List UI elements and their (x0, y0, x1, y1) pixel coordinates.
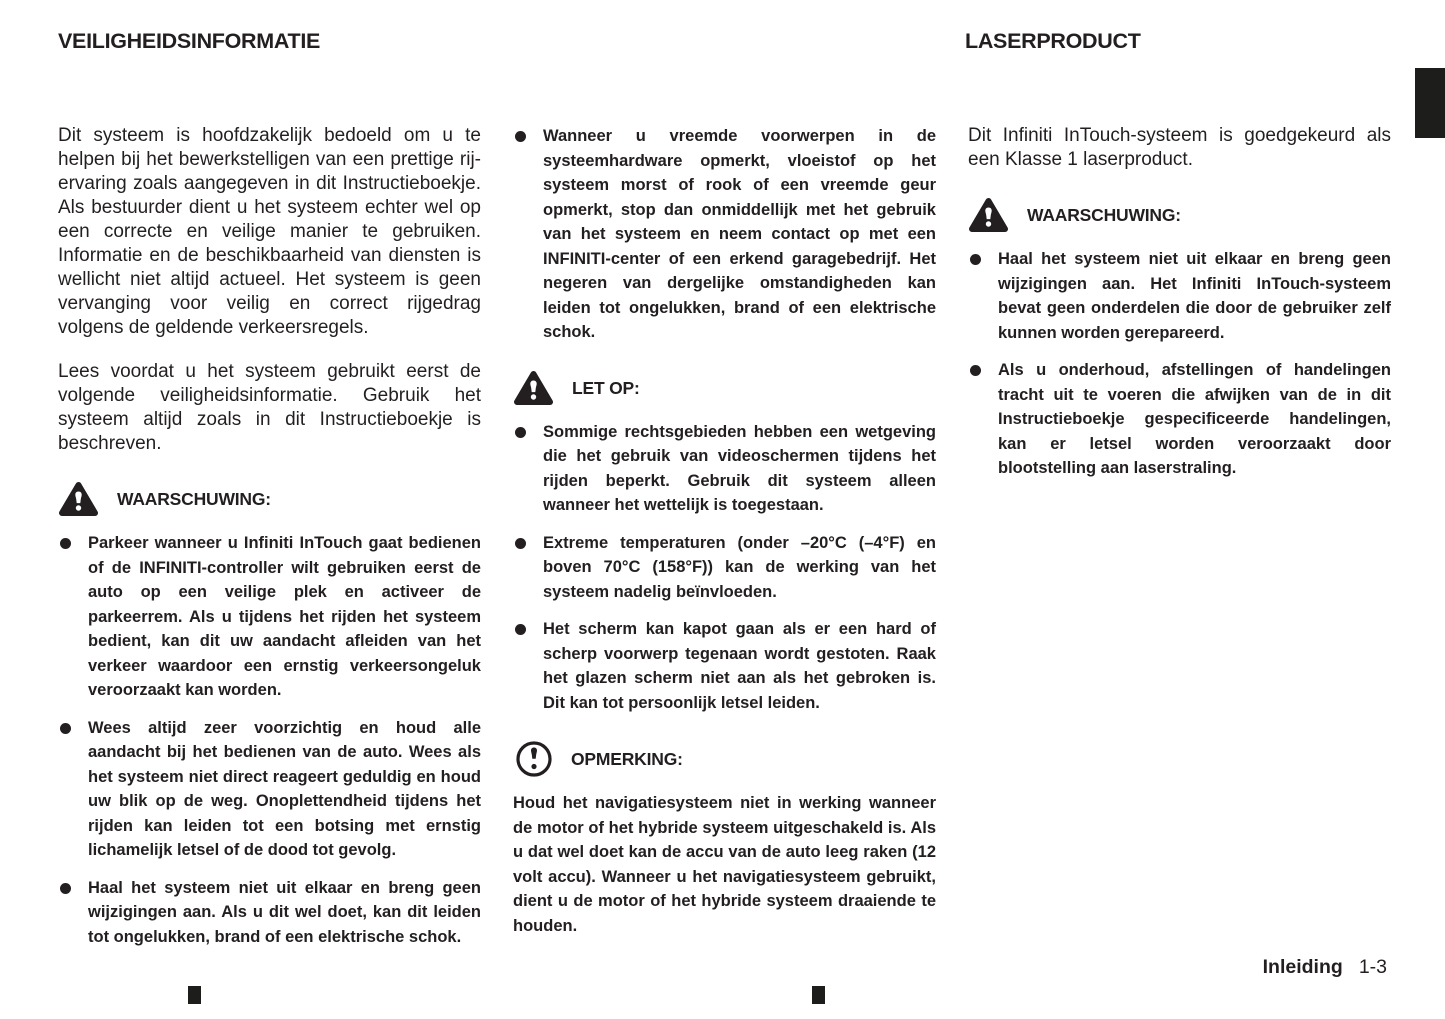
list-item: Als u onderhoud, afstellingen of handelingen tracht uit te voeren die afwijken van de in dit Instructieboekje gespecificeerde handelingen, kan er letsel worden veroorzaakt door blootstelling aan laserstraling. (968, 358, 1391, 481)
warning-list (58, 531, 481, 949)
intro-paragraph: Dit systeem is hoofdzakelijk bedoeld om u te helpen bij het bewerkstelligen van een prettige rij-ervaring zoals aangegeven in dit Instructieboekje. Als bestuurder dient u het systeem echter wel op een correcte en veilige manier te gebruiken. Informatie en de beschikbaarheid van diensten is wellicht niet altijd actueel. Het systeem is geen vervanging voor veilig en correct rijgedrag volgens de geldende verkeersregels. (58, 125, 481, 338)
column-safety-info (58, 124, 481, 949)
page-footer (1263, 956, 1387, 979)
footer-chapter-label: Inleiding (1262, 956, 1343, 978)
caution-triangle-icon (513, 370, 554, 407)
caution-heading (513, 370, 936, 407)
column-laserproduct (968, 124, 1391, 949)
chapter-tab-marker (1415, 68, 1445, 138)
page-title-laserproduct: LASERPRODUCT (965, 29, 1141, 53)
print-registration-mark (812, 986, 825, 1004)
list-item: Parkeer wanneer u Infiniti InTouch gaat bedienen of de INFINITI-controller wilt gebruiken eerst de auto op een veilige plek en activeer de parkeerrem. Als u tijdens het rijden het systeem bedient, kan dit uw aandacht afleiden van het verkeer waardoor een ernstig verkeersongeluk veroorzaakt kan worden. (58, 531, 481, 703)
note-circle-icon (515, 740, 553, 778)
list-item: Wanneer u vreemde voorwerpen in de systeemhardware opmerkt, vloeistof op het systeem morst of rook of een vreemde geur opmerkt, stop dan onmiddellijk met het gebruik van het systeem en neem contact op met een INFINITI-center of een erkend garagebedrijf. Het negeren van dergelijke omstandigheden kan leiden tot ongelukken, brand of een elektrische schok. (513, 124, 936, 345)
list-item: Haal het systeem niet uit elkaar en breng geen wijzigingen aan. Het Infiniti InTouch-systeem bevat geen onderdelen die door de gebruiker zelf kunnen worden gerepareerd. (968, 247, 1391, 345)
note-paragraph: Houd het navigatiesysteem niet in werking wanneer de motor of het hybride systeem uitgeschakeld is. Als u dat wel doet kan de accu van de auto leeg raken (12 volt accu). Wanneer u het navigatiesysteem gebruikt, dient u de motor of het hybride systeem draaiende te houden. (513, 794, 936, 935)
column-safety-info-continued (513, 124, 936, 949)
note-label: OPMERKING: (571, 748, 683, 769)
warning-triangle-icon (968, 197, 1009, 234)
caution-list (513, 420, 936, 716)
print-registration-mark (188, 986, 201, 1004)
page-title-veiligheidsinformatie: VEILIGHEIDSINFORMATIE (58, 29, 321, 53)
warning-heading-laser (968, 197, 1391, 234)
list-item: Het scherm kan kapot gaan als er een hard of scherp voorwerp tegenaan wordt gestoten. Raak het glazen scherm niet aan als het gebroken is. Dit kan tot persoonlijk letsel leiden. (513, 617, 936, 715)
note-heading (513, 740, 936, 778)
warning-triangle-icon (58, 481, 99, 518)
warning-list-continued (513, 124, 936, 345)
list-item: Haal het systeem niet uit elkaar en breng geen wijzigingen aan. Als u dit wel doet, kan dit leiden tot ongelukken, brand of een elektrische schok. (58, 876, 481, 950)
content-columns (58, 124, 1391, 949)
read-first-paragraph: Lees voordat u het systeem gebruikt eerst de volgende veiligheidsinformatie. Gebruik het systeem altijd zoals in dit Instructieboekje is beschreven. (58, 361, 481, 454)
list-item: Sommige rechtsgebieden hebben een wetgeving die het gebruik van videoschermen tijdens het rijden beperkt. Gebruik dit systeem alleen wanneer het wettelijk is toegestaan. (513, 420, 936, 518)
laser-paragraph: Dit Infiniti InTouch-systeem is goedgekeurd als een Klasse 1 laserproduct. (968, 125, 1391, 170)
list-item: Extreme temperaturen (onder –20°C (–4°F) en boven 70°C (158°F)) kan de werking van het systeem nadelig beïnvloeden. (513, 531, 936, 605)
list-item: Wees altijd zeer voorzichtig en houd alle aandacht bij het bedienen van de auto. Wees als het systeem niet direct reageert geduldig en houd uw blik op de weg. Onoplettendheid tijdens het rijden kan leiden tot een botsing met ernstig lichamelijk letsel of de dood tot gevolg. (58, 716, 481, 863)
warning-label: WAARSCHUWING: (1027, 205, 1181, 225)
footer-page-number: 1-3 (1358, 956, 1387, 978)
laser-warning-list (968, 247, 1391, 481)
caution-label: LET OP: (572, 377, 640, 398)
warning-heading (58, 481, 481, 518)
warning-label: WAARSCHUWING: (117, 489, 271, 509)
